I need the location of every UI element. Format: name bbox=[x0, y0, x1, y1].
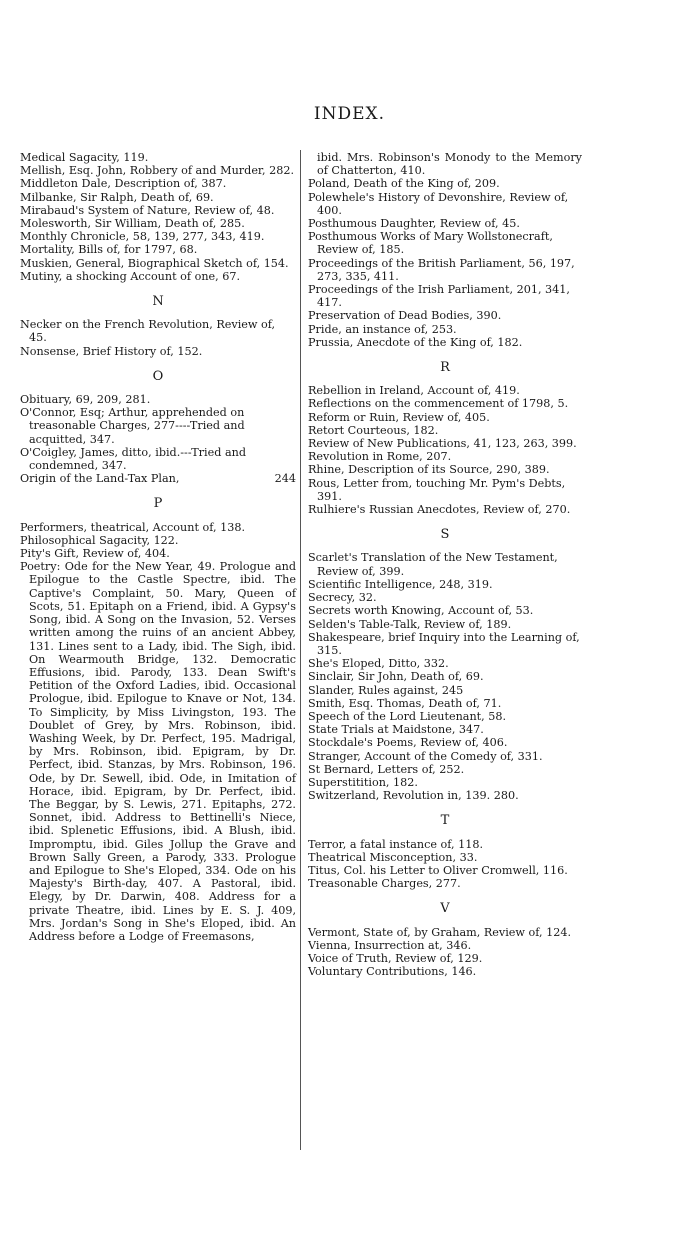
section-letter-v: V bbox=[440, 901, 450, 917]
index-entry: Muskien, General, Biographical Sketch of, 154. bbox=[20, 256, 289, 270]
index-entry: Selden's Table-Talk, Review of, 189. bbox=[308, 617, 512, 631]
index-entry: Posthumous Works of Mary Wollstonecraft, Review of, 185. bbox=[308, 230, 553, 257]
index-entry: Shakespeare, brief Inquiry into the Learning of, 315. bbox=[308, 630, 580, 657]
index-entry-poetry-continued: ibid. Mrs. Robinson's Monody to the Memory of Chatterton, 410. bbox=[317, 151, 582, 178]
index-entry: Voice of Truth, Review of, 129. bbox=[308, 951, 483, 965]
right-column bbox=[308, 151, 582, 978]
index-entry: Middleton Dale, Description of, 387. bbox=[20, 177, 227, 191]
section-letter-n: N bbox=[152, 294, 164, 310]
index-entry: Retort Courteous, 182. bbox=[308, 423, 439, 437]
p-section-continued bbox=[308, 177, 582, 349]
index-entry: Switzerland, Revolution in, 139. 280. bbox=[308, 789, 519, 803]
index-entry: Superstitition, 182. bbox=[308, 775, 418, 789]
index-entry: Monthly Chronicle, 58, 139, 277, 343, 419. bbox=[20, 230, 265, 244]
index-entry: Titus, Col. his Letter to Oliver Cromwell, 116. bbox=[308, 863, 568, 877]
index-entry: Polewhele's History of Devonshire, Review of, 400. bbox=[308, 190, 569, 217]
index-entry: Mellish, Esq. John, Robbery of and Murder, 282. bbox=[20, 164, 295, 178]
index-entry: St Bernard, Letters of, 252. bbox=[308, 762, 465, 776]
p-section bbox=[20, 521, 296, 561]
o-section bbox=[20, 393, 296, 472]
index-entry: Rulhiere's Russian Anecdotes, Review of, 270. bbox=[308, 503, 571, 517]
index-entry: Treasonable Charges, 277. bbox=[308, 877, 461, 891]
index-entry: Obituary, 69, 209, 281. bbox=[20, 393, 151, 407]
index-entry: Scientific Intelligence, 248, 319. bbox=[308, 577, 493, 591]
index-entry: Slander, Rules against, 245 bbox=[308, 683, 464, 697]
section-letter-o: O bbox=[152, 368, 164, 384]
index-entry: Revolution in Rome, 207. bbox=[308, 450, 452, 464]
m-section bbox=[20, 151, 296, 283]
section-letter-t: T bbox=[440, 813, 450, 829]
index-entry: Secrecy, 32. bbox=[308, 591, 377, 605]
index-entry: Performers, theatrical, Account of, 138. bbox=[20, 520, 245, 534]
index-entry: Proceedings of the British Parliament, 56, 197, 273, 335, 411. bbox=[308, 256, 575, 283]
index-entry: She's Eloped, Ditto, 332. bbox=[308, 657, 449, 671]
section-letter-s: S bbox=[440, 527, 450, 543]
index-entry: O'Coigley, James, ditto, ibid.---Tried and condemned, 347. bbox=[20, 445, 246, 473]
index-entry: Pity's Gift, Review of, 404. bbox=[20, 547, 170, 561]
index-entry: Philosophical Sagacity, 122. bbox=[20, 533, 179, 547]
index-entry: Reflections on the commencement of 1798, 5. bbox=[308, 397, 569, 411]
index-entry: Terror, a fatal instance of, 118. bbox=[308, 837, 484, 851]
index-entry: Speech of the Lord Lieutenant, 58. bbox=[308, 709, 507, 723]
section-letter-p: P bbox=[153, 496, 163, 512]
index-entry: Mirabaud's System of Nature, Review of, 48. bbox=[20, 203, 275, 217]
index-entry: State Trials at Maidstone, 347. bbox=[308, 723, 484, 737]
t-section bbox=[308, 838, 582, 891]
index-entry: Stockdale's Poems, Review of, 406. bbox=[308, 736, 508, 750]
index-entry: Milbanke, Sir Ralph, Death of, 69. bbox=[20, 190, 214, 204]
v-section bbox=[308, 926, 582, 979]
index-entry: Voluntary Contributions, 146. bbox=[308, 965, 477, 979]
index-entry: Stranger, Account of the Comedy of, 331. bbox=[308, 749, 543, 763]
index-entry: Reform or Ruin, Review of, 405. bbox=[308, 410, 490, 424]
index-entry: Vermont, State of, by Graham, Review of, 124. bbox=[308, 925, 572, 939]
index-entry: Mutiny, a shocking Account of one, 67. bbox=[20, 269, 241, 283]
index-entry: Smith, Esq. Thomas, Death of, 71. bbox=[308, 696, 502, 710]
left-column bbox=[20, 151, 296, 943]
index-entry: Medical Sagacity, 119. bbox=[20, 151, 149, 164]
index-entry: Proceedings of the Irish Parliament, 201, 341, 417. bbox=[308, 283, 570, 310]
index-entry: Molesworth, Sir William, Death of, 285. bbox=[20, 217, 245, 231]
index-entry-land-tax bbox=[20, 472, 296, 485]
index-entry: Preservation of Dead Bodies, 390. bbox=[308, 309, 502, 323]
column-divider bbox=[300, 150, 301, 1150]
index-entry: Secrets worth Knowing, Account of, 53. bbox=[308, 604, 534, 618]
r-section bbox=[308, 384, 582, 516]
index-entry: Rous, Letter from, touching Mr. Pym's Debts, 391. bbox=[308, 476, 566, 503]
index-entry: Posthumous Daughter, Review of, 45. bbox=[308, 217, 520, 231]
page-title: INDEX. bbox=[313, 104, 386, 124]
index-entry: Mortality, Bills of, for 1797, 68. bbox=[20, 243, 198, 257]
n-section bbox=[20, 318, 296, 358]
index-entry: Sinclair, Sir John, Death of, 69. bbox=[308, 670, 484, 684]
entry-page: 244 bbox=[274, 472, 296, 486]
index-entry: Rebellion in Ireland, Account of, 419. bbox=[308, 384, 520, 398]
index-entry: Necker on the French Revolution, Review of, 45. bbox=[20, 318, 276, 345]
index-entry: Prussia, Anecdote of the King of, 182. bbox=[308, 335, 523, 349]
index-entry: Review of New Publications, 41, 123, 263, 399. bbox=[308, 437, 577, 451]
index-entry: Pride, an instance of, 253. bbox=[308, 322, 457, 336]
index-entry: Poland, Death of the King of, 209. bbox=[308, 177, 500, 191]
index-entry-poetry: Poetry: Ode for the New Year, 49. Prologue and Epilogue to the Castle Spectre, ibid. The Captive's Complaint, 50. Mary, Queen of Scots, 51. Epitaph on a Friend, ibid. A Gypsy's Song, ibid. A Song on the Invasion, 52. Verses written among the ruins of an ancient Abbey, 131. Lines sent to a Lady, ibid. The Sigh, ibid. On Wearmouth Bridge, 132. Democratic Effusions, ibid. Parody, 133. Dean Swift's Petition of the Oxford Ladies, ibid. Occasional Prologue, ibid. Epilogue to Knave or Not, 134. To Simplicity, by Miss Livingston, 193. The Doublet of Grey, by Mrs. Robinson, ibid. Washing Week, by Dr. Perfect, 195. Madrigal, by Mrs. Robinson, ibid. Epigram, by Dr. Perfect, ibid. Stanzas, by Mrs. Robinson, 196. Ode, by Dr. Sewell, ibid. Ode, in Imitation of Horace, ibid. Epigram, by Dr. Perfect, ibid. The Beggar, by S. Lewis, 271. Epitaphs, 272. Sonnet, ibid. Address to Bettinelli's Niece, ibid. Splenetic Effusions, ibid. A Blush, ibid. Impromptu, ibid. Giles Jollup the Grave and Brown Sally Green, a Parody, 333. Prologue and Epilogue to She's Eloped, 334. Ode on his Majesty's Birth-day, 407. A Pastoral, ibid. Elegy, by Dr. Darwin, 408. Address for a private Theatre, ibid. Lines by E. S. J. 409, Mrs. Jordan's Song in She's Eloped, ibid. An Address before a Lodge of Freemasons, bbox=[20, 560, 296, 943]
section-letter-r: R bbox=[440, 360, 450, 376]
index-entry: Scarlet's Translation of the New Testament, Review of, 399. bbox=[308, 551, 558, 578]
index-entry: Theatrical Misconception, 33. bbox=[308, 850, 478, 864]
s-section bbox=[308, 551, 582, 802]
index-entry: Rhine, Description of its Source, 290, 389. bbox=[308, 463, 550, 477]
entry-text: Origin of the Land-Tax Plan, bbox=[20, 472, 180, 486]
index-entry: O'Connor, Esq; Arthur, apprehended on treasonable Charges, 277----Tried and acquitted, 347. bbox=[20, 406, 245, 446]
index-entry: Vienna, Insurrection at, 346. bbox=[308, 938, 472, 952]
index-entry: Nonsense, Brief History of, 152. bbox=[20, 344, 203, 358]
